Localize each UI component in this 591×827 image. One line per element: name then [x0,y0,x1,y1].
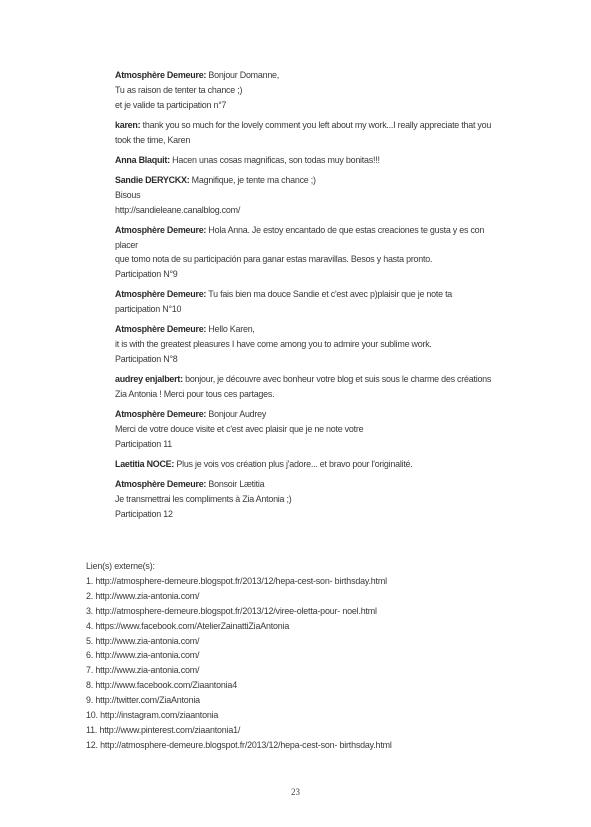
comment-text-line [115,98,494,113]
comment-text: et je valide ta participation n°7 [115,99,227,110]
comment-item [115,372,494,402]
comment-text: http://sandieleane.canalblog.com/ [115,204,241,215]
comment-text: thank you so much for the lovely comment you left about my work...I really appreciate that you [142,119,492,130]
comment-text: Bonsoir Lætitia [208,479,265,490]
comment-author: Atmosphère Demeure: [115,70,207,80]
comment-text-line [115,188,494,203]
comment-text: Je transmettrai les compliments à Zia Antonia ;) [115,493,292,504]
comment-text: Hello Karen, [208,324,255,335]
comment-first-line [115,372,494,387]
comment-text: Plus je vois vos création plus j'adore... et bravo pour l'originalité. [176,458,413,469]
comment-author: Atmosphère Demeure: [115,224,207,235]
comment-item [115,153,494,168]
comments-section [115,68,510,527]
external-link[interactable]: 3. http://atmosphere-demeure.blogspot.fr/2013/12/viree-oletta-pour- noel.html [86,605,377,616]
comment-text: Tu fais bien ma douce Sandie et c'est avec p)plaisir que je note ta [208,289,453,300]
external-links-section [86,559,499,753]
comment-author: audrey enjalbert: [115,374,183,385]
external-link[interactable]: 12. http://atmosphere-demeure.blogspot.fr/2013/12/hepa-cest-son- birthsday.html [86,739,392,750]
comment-first-line [115,287,494,302]
comment-text-line [115,203,494,218]
comment-text: Bonjour Audrey [208,409,267,420]
comment-text: Participation 12 [115,508,173,519]
comment-item [115,322,494,366]
comment-text: Participation N°9 [115,269,178,280]
external-link[interactable]: 7. http://www.zia-antonia.com/ [86,665,200,676]
comment-author: Laetitia NOCE: [115,458,175,469]
comment-text-line [115,492,494,507]
comment-first-line [115,153,494,168]
comment-first-line [115,322,494,337]
comment-text: Magnifique, je tente ma chance ;) [191,174,316,185]
comment-text-line [115,252,494,267]
comment-item [115,118,494,148]
comment-text: Bisous [115,189,141,200]
comment-author: Anna Blaquit: [115,154,170,165]
comment-item [115,223,494,282]
comment-item [115,173,494,217]
comment-item [115,477,494,521]
external-link[interactable]: 11. http://www.pinterest.com/ziaantonia1/ [86,724,241,735]
comment-text: Bonjour Domanne, [208,70,280,80]
comment-text: Zia Antonia ! Merci pour tous ces partages. [115,388,275,399]
comment-text: Hacen unas cosas magnificas, son todas muy bonitas!!! [172,154,380,165]
comment-author: karen: [115,119,141,130]
external-link[interactable]: 10. http://instagram.com/ziaantonia [86,710,219,721]
comment-text-line [115,437,494,452]
external-link[interactable]: 6. http://www.zia-antonia.com/ [86,650,200,661]
external-link[interactable]: 4. https://www.facebook.com/AtelierZainattiZiaAntonia [86,620,290,631]
comment-author: Atmosphère Demeure: [115,289,207,300]
comment-first-line [115,68,494,83]
comment-text: Merci de votre douce visite et c'est avec plaisir que je ne note votre [115,423,364,434]
comment-first-line [115,407,494,422]
comment-text: Hola Anna. Je estoy encantado de que estas creaciones te gusta y es con placer [115,224,485,250]
comment-text: it is with the greatest pleasures I have come among you to admire your sublime work. [115,339,432,350]
comment-text-line [115,267,494,282]
comment-author: Sandie DERYCKX: [115,174,190,185]
page-number: 23 [291,787,300,797]
external-link[interactable]: 5. http://www.zia-antonia.com/ [86,635,200,646]
comment-author: Atmosphère Demeure: [115,409,207,420]
external-link[interactable]: 2. http://www.zia-antonia.com/ [86,590,200,601]
external-link[interactable]: 8. http://www.facebook.com/Ziaantonia4 [86,680,237,691]
links-list [86,574,499,753]
comment-item [115,457,494,472]
comment-text-line [115,507,494,522]
comment-first-line [115,118,494,133]
comment-text-line [115,133,494,148]
links-heading: Lien(s) externe(s): [86,561,155,571]
comment-first-line [115,223,494,253]
comment-item [115,407,494,451]
comment-text-line [115,352,494,367]
comment-author: Atmosphère Demeure: [115,324,207,335]
comment-text: Participation 11 [115,438,173,449]
external-link[interactable]: 9. http://twitter.com/ZiaAntonia [86,695,200,706]
comment-first-line [115,477,494,492]
comment-text: took the time, Karen [115,134,191,145]
external-link[interactable]: 1. http://atmosphere-demeure.blogspot.fr/2013/12/hepa-cest-son- birthsday.html [86,575,387,586]
comment-text: participation N°10 [115,304,182,315]
comment-first-line [115,173,494,188]
comment-item [115,68,494,112]
comment-text: Tu as raison de tenter ta chance ;) [115,84,243,95]
comment-text: bonjour, je découvre avec bonheur votre blog et suis sous le charme des créations [185,374,492,385]
comment-first-line [115,457,494,472]
comment-text-line [115,302,494,317]
comment-text-line [115,387,494,402]
comment-text: Participation N°8 [115,353,178,364]
comment-item [115,287,494,317]
comment-text: que tomo nota de su participación para ganar estas maravillas. Besos y hasta pronto. [115,254,433,265]
comment-text-line [115,337,494,352]
comment-text-line [115,422,494,437]
comment-text-line [115,83,494,98]
comment-author: Atmosphère Demeure: [115,479,207,490]
